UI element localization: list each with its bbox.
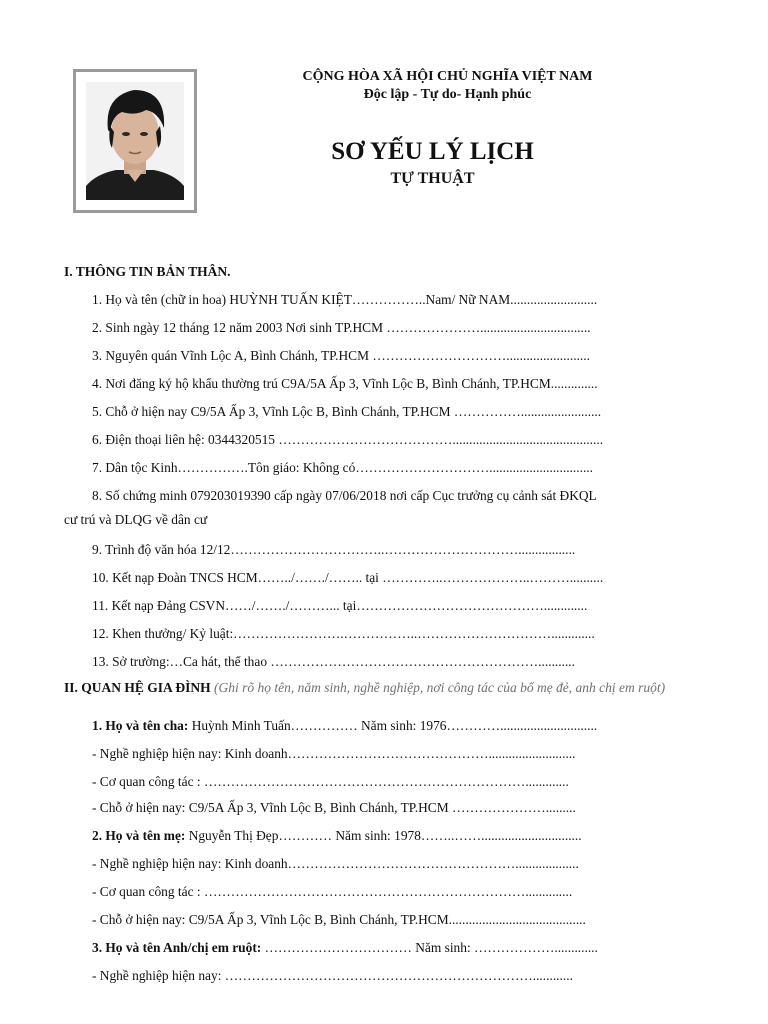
mother-label: 2. Họ và tên mẹ: [92,828,186,843]
father-workplace: - Cơ quan công tác : ………………………………………………………………............. [92,774,569,789]
sibling-label: 3. Họ và tên Anh/chị em ruột: [92,940,262,955]
section-heading-family-note: (Ghi rõ họ tên, năm sinh, nghề nghiệp, nơi công tác của bố mẹ đẻ, anh chị em ruột) [210,680,666,695]
mother-address: - Chỗ ở hiện nay: C9/5A Ấp 3, Vĩnh Lộc B, Bình Chánh, TP.HCM......................................... [92,912,586,927]
field-youth-union: 10. Kết nạp Đoàn TNCS HCM……../……./…….. tại …………..………………..……….......... [92,570,604,585]
field-phone: 6. Điện thoại liên hệ: 0344320515 …………………………………............................................. [92,432,604,447]
document-title: SƠ YẾU LÝ LỊCH [331,138,534,165]
sibling-job: - Nghề nghiệp hiện nay: ……………………………………………………………............ [92,968,573,983]
mother-name-row [92,828,582,844]
document-subtitle: TỰ THUẬT [390,170,475,187]
father-address: - Chỗ ở hiện nay: C9/5A Ấp 3, Vĩnh Lộc B, Bình Chánh, TP.HCM …………………......... [92,800,576,815]
nation-name: CỘNG HÒA XÃ HỘI CHỦ NGHĨA VIỆT NAM [302,69,593,84]
field-full-name: 1. Họ và tên (chữ in hoa) HUỲNH TUẤN KIỆT……………..Nam/ Nữ NAM.......................... [92,292,598,307]
section-heading-personal-info: I. THÔNG TIN BẢN THÂN. [64,264,231,279]
father-name-row [92,718,597,734]
field-hometown: 3. Nguyên quán Vĩnh Lộc A, Bình Chánh, TP.HCM …………………………......................... [92,348,590,363]
father-value: Huỳnh Minh Tuấn…………… Năm sinh: 1976…………............................. [188,718,598,733]
section-heading-family-title: II. QUAN HỆ GIA ĐÌNH [64,680,211,695]
field-birth: 2. Sinh ngày 12 tháng 12 năm 2003 Nơi sinh TP.HCM …………………................................. [92,320,591,335]
field-awards: 12. Khen thưởng/ Kỷ luật:…………………….……………..…………………………............. [92,626,595,641]
national-motto: Độc lập - Tự do- Hạnh phúc [363,87,532,102]
father-label: 1. Họ và tên cha: [92,718,189,733]
field-id-number: 8. Số chứng minh 079203019390 cấp ngày 07/06/2018 nơi cấp Cục trưởng cụ cảnh sát ĐKQL [92,488,597,503]
sibling-value: …………………………… Năm sinh: ………………............. [261,940,598,955]
sibling-name-row [92,940,598,956]
father-job: - Nghề nghiệp hiện nay: Kinh doanh……………………………………….......................... [92,746,576,761]
mother-workplace: - Cơ quan công tác : ……………………………………………………………….............. [92,884,573,899]
field-education: 9. Trình độ văn hóa 12/12……………………………..…………………………................. [92,542,576,557]
field-ethnicity-religion: 7. Dân tộc Kinh…………….Tôn giáo: Không có…………………………............................... [92,460,593,475]
mother-job: - Nghề nghiệp hiện nay: Kinh doanh……………………………………………................... [92,856,579,871]
field-permanent-address: 4. Nơi đăng ký hộ khẩu thường trú C9A/5A Ấp 3, Vĩnh Lộc B, Bình Chánh, TP.HCM.............. [92,376,598,391]
field-strengths: 13. Sở trường:…Ca hát, thể thao ……………………………………………………........... [92,654,576,669]
field-current-address: 5. Chỗ ở hiện nay C9/5A Ấp 3, Vĩnh Lộc B, Bình Chánh, TP.HCM ……………........................ [92,404,602,419]
field-party: 11. Kết nạp Đảng CSVN……/……./………... tại……………………………………............. [92,598,588,613]
section-heading-family [64,680,694,696]
portrait-image [86,82,184,200]
field-id-number-cont: cư trú và DLQG về dân cư [64,512,208,527]
mother-value: Nguyễn Thị Đẹp………… Năm sinh: 1978……..…….............................. [185,828,582,843]
profile-photo [73,69,197,213]
document-header [250,68,645,104]
